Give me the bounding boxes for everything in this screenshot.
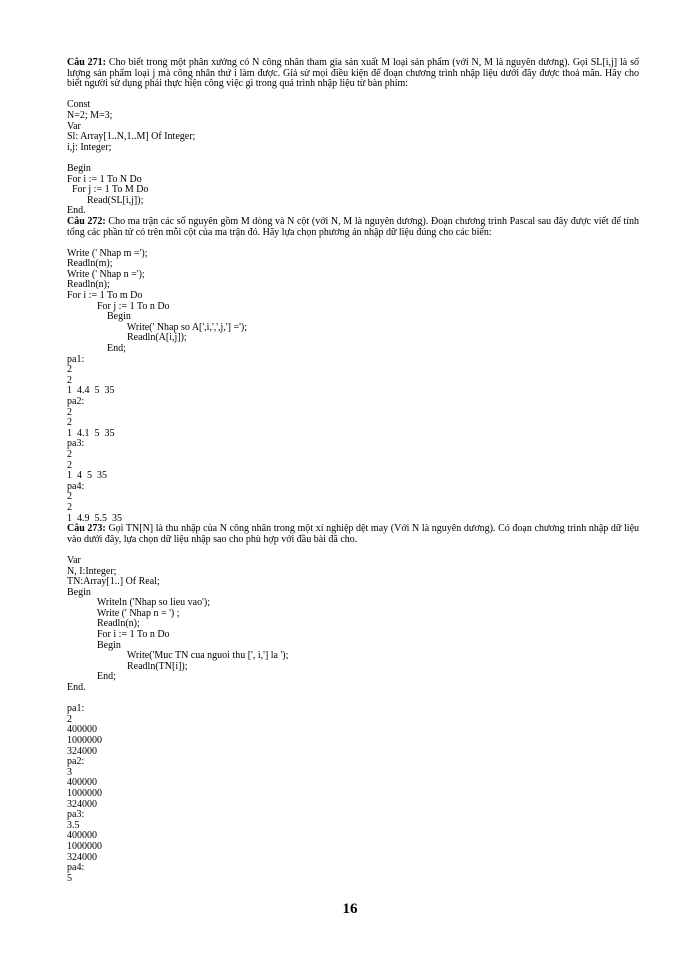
- code-line: For j := 1 To M Do: [67, 184, 149, 196]
- code-line: 2: [67, 448, 72, 460]
- code-block-272: [67, 238, 639, 524]
- code-line: pa3:: [67, 809, 85, 821]
- code-line: [67, 694, 639, 705]
- code-line: Const: [67, 99, 91, 111]
- code-line: 400000: [67, 724, 97, 736]
- code-line: End;: [67, 343, 126, 355]
- question-text: Cho ma trận các số nguyên gồm M dòng và N cột (với N, M là nguyên dương). Đoạn chương trình Pascal sau đây được viết để tính tổng các phần tử có trên mỗi cột của ma trận đó. Hãy lựa chọn phương án nhập dữ liệu đúng cho các biến:: [67, 215, 639, 238]
- code-line: 1 4.9 5.5 35: [67, 512, 122, 524]
- code-line: 1000000: [67, 787, 102, 799]
- code-line: TN:Array[1..] Of Real;: [67, 576, 160, 588]
- code-line: Begin: [67, 639, 121, 651]
- code-line: Var: [67, 120, 81, 132]
- code-block-271: [67, 100, 639, 217]
- code-line: [67, 545, 639, 556]
- code-line: 2: [67, 374, 72, 386]
- code-line: 2: [67, 713, 72, 725]
- code-line: N=2; M=3;: [67, 109, 113, 121]
- code-line: End.: [67, 682, 86, 694]
- code-line: 2: [67, 417, 72, 429]
- code-line: Write (' Nhap m =');: [67, 247, 148, 259]
- code-line: pa1:: [67, 703, 85, 715]
- code-line: pa4:: [67, 480, 85, 492]
- code-line: N, I:Integer;: [67, 565, 117, 577]
- code-line: pa4:: [67, 862, 85, 874]
- code-line: 1 4.1 5 35: [67, 427, 115, 439]
- code-line: Begin: [67, 162, 91, 174]
- code-line: Readln(TN[i]);: [67, 660, 188, 672]
- code-line: For i := 1 To N Do: [67, 173, 142, 185]
- code-line: Writeln ('Nhap so lieu vao');: [67, 597, 210, 609]
- question-number: Câu 271:: [67, 57, 107, 68]
- code-line: Write(' Nhap so A[',i,',',j,'] =');: [67, 321, 248, 333]
- code-line: For i := 1 To n Do: [67, 629, 170, 641]
- code-line: For j := 1 To n Do: [67, 300, 170, 312]
- question-text: Cho biết trong một phân xưởng có N công nhân tham gia sản xuất M loại sản phẩm (với N, M là nguyên dương). Gọi SL[i,j] là số lượng sản phẩm loại j mà công nhân thứ i làm được. Giả sử mọi điều kiện để đoạn chương trình nhập liệu dưới đây được thoả mãn. Hãy cho biết người sử dụng phải thực hiện công việc gì trong quá trình nhập liệu từ bàn phím:: [67, 57, 640, 90]
- code-line: 5: [67, 872, 72, 884]
- code-line: [67, 238, 639, 249]
- code-block-273: [67, 545, 639, 884]
- code-line: 2: [67, 406, 72, 418]
- code-line: pa2:: [67, 396, 85, 407]
- code-line: Readln(n);: [67, 618, 140, 630]
- code-line: 400000: [67, 830, 97, 842]
- code-line: For i := 1 To m Do: [67, 290, 143, 302]
- question-number: Câu 273:: [67, 523, 106, 535]
- code-line: pa1:: [67, 353, 85, 365]
- code-line: 400000: [67, 777, 97, 789]
- question-text: Gọi TN[N] là thu nhập của N công nhân trong một xí nghiệp dệt may (Với N là nguyên dương). Có đoạn chương trình nhập dữ liệu vào dưới đây, lựa chọn dữ liệu nhập sao cho phù hợp với đầu bài đã cho.: [67, 523, 640, 545]
- code-line: 1000000: [67, 840, 102, 852]
- code-line: 1 4.4 5 35: [67, 385, 115, 397]
- code-line: Readln(A[i,j]);: [67, 332, 187, 344]
- code-line: Write('Muc TN cua nguoi thu [', i,'] la ');: [67, 650, 289, 662]
- code-line: 2: [67, 501, 72, 513]
- code-line: End.: [67, 205, 86, 217]
- code-line: End;: [67, 671, 116, 683]
- document-page: [67, 58, 639, 884]
- code-line: 324000: [67, 851, 97, 863]
- code-line: 2: [67, 364, 72, 376]
- question-271: [67, 58, 639, 90]
- code-line: Write (' Nhap n = ') ;: [67, 607, 180, 619]
- code-line: Readln(m);: [67, 258, 113, 270]
- code-line: 324000: [67, 798, 97, 810]
- code-line: Begin: [67, 311, 131, 323]
- code-line: Readln(n);: [67, 279, 110, 291]
- code-line: pa2:: [67, 756, 85, 768]
- code-line: Read(SL[i,j]);: [67, 194, 144, 206]
- code-line: 2: [67, 459, 72, 471]
- code-line: 324000: [67, 745, 97, 757]
- code-line: 3: [67, 766, 72, 778]
- code-line: [67, 153, 639, 164]
- question-number: Câu 272:: [67, 215, 106, 227]
- code-line: 1000000: [67, 735, 102, 746]
- code-line: 1 4 5 35: [67, 470, 107, 482]
- question-273: [67, 524, 639, 545]
- code-line: Write (' Nhap n =');: [67, 268, 145, 280]
- code-line: Sl: Array[1..N,1..M] Of Integer;: [67, 131, 196, 143]
- code-line: pa3:: [67, 438, 85, 450]
- code-line: i,j: Integer;: [67, 141, 112, 153]
- code-line: 2: [67, 491, 72, 503]
- question-272: [67, 217, 639, 238]
- page-number: 16: [342, 901, 358, 917]
- code-line: Var: [67, 554, 81, 566]
- code-line: 3.5: [67, 819, 80, 831]
- code-line: Begin: [67, 586, 91, 598]
